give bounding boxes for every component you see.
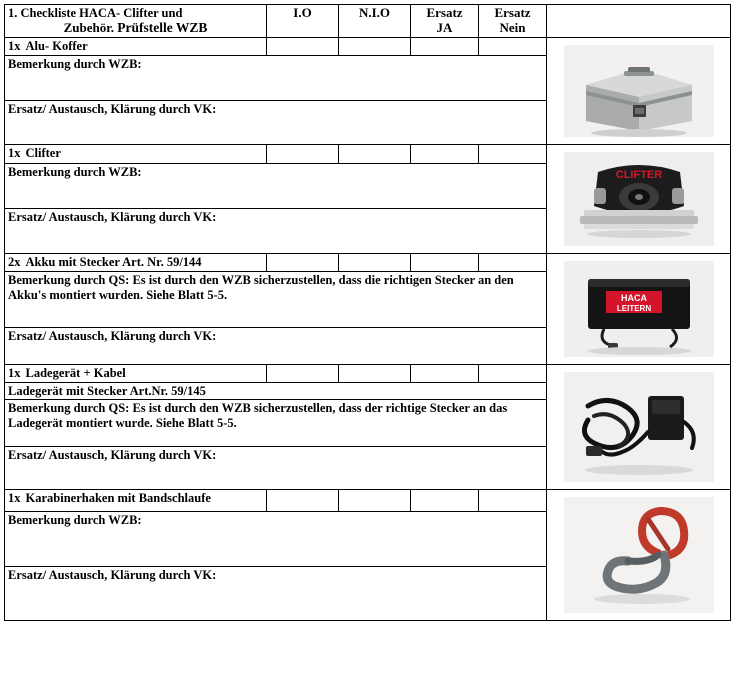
note-ladegeraet[interactable] [5, 400, 547, 447]
checkbox-nio-1[interactable] [339, 38, 411, 56]
checkbox-io-1[interactable] [267, 38, 339, 56]
note-akku[interactable] [5, 271, 547, 328]
checkbox-ersatz-ja-3[interactable] [411, 254, 479, 271]
pruefstelle-label: Prüfstelle WZB [117, 20, 208, 36]
table-header-row [5, 5, 731, 38]
item-name-4: Ladegerät + Kabel [25, 366, 126, 381]
ersatz-ja-line1: Ersatz [426, 5, 463, 20]
replacement-label-3: Ersatz/ Austausch, Klärung durch VK: [8, 329, 217, 344]
checkbox-nio-5[interactable] [339, 490, 411, 512]
header-image-cell [547, 5, 731, 38]
checkbox-io-4[interactable] [267, 365, 339, 382]
ersatz-ja-line2: JA [436, 19, 453, 35]
item-title-akku [5, 254, 267, 271]
note-label-4: Bemerkung durch QS: [8, 401, 130, 416]
item-row-alu-koffer-title [5, 38, 731, 56]
checkbox-nio-4[interactable] [339, 365, 411, 382]
title-line-2 [8, 20, 263, 36]
item-title-ladegeraet [5, 365, 267, 382]
image-cell-clifter [547, 145, 731, 254]
item-title-karabiner [5, 490, 267, 512]
replacement-label-5: Ersatz/ Austausch, Klärung durch VK: [8, 567, 217, 582]
note-clifter[interactable] [5, 163, 547, 208]
checkbox-nio-3[interactable] [339, 254, 411, 271]
column-header-nio: N.I.O [339, 5, 411, 38]
checkbox-ersatz-ja-1[interactable] [411, 38, 479, 56]
item-name-3: Akku mit Stecker Art. Nr. 59/144 [25, 255, 202, 270]
clifter-photo [550, 146, 727, 252]
svg-text:HACA: HACA [620, 293, 647, 304]
item-row-akku-title [5, 254, 731, 271]
note-text-4: Es ist durch den WZB sicherzustellen, dass der richtige Stecker an das Ladegerät montiert wurde. Siehe Blatt 5-5. [8, 401, 508, 431]
column-header-ersatz-nein [479, 5, 547, 38]
replacement-alu-koffer[interactable] [5, 100, 547, 145]
item-name-2: Clifter [25, 146, 61, 161]
image-cell-ladegeraet [547, 365, 731, 490]
checkbox-io-2[interactable] [267, 145, 339, 163]
checkbox-ersatz-ja-2[interactable] [411, 145, 479, 163]
item-row-ladegeraet-title [5, 365, 731, 382]
item-title-alu-koffer [5, 38, 267, 56]
karabinerhaken-photo [550, 491, 727, 619]
item-qty-5: 1x [8, 491, 21, 506]
replacement-label-1: Ersatz/ Austausch, Klärung durch VK: [8, 101, 217, 116]
checkbox-ersatz-nein-5[interactable] [479, 490, 547, 512]
note-label-2: Bemerkung durch WZB: [8, 164, 142, 179]
checkbox-io-5[interactable] [267, 490, 339, 512]
document-title-cell [5, 5, 267, 38]
item-title-clifter [5, 145, 267, 163]
alu-koffer-photo [550, 39, 727, 143]
checkbox-ersatz-nein-1[interactable] [479, 38, 547, 56]
title-line-2-prefix: Zubehör. [63, 20, 115, 36]
item-row-karabiner-title [5, 490, 731, 512]
checkbox-ersatz-nein-4[interactable] [479, 365, 547, 382]
column-header-io: I.O [267, 5, 339, 38]
replacement-label-4: Ersatz/ Austausch, Klärung durch VK: [8, 448, 217, 463]
item-name-5: Karabinerhaken mit Bandschlaufe [25, 491, 211, 506]
replacement-label-2: Ersatz/ Austausch, Klärung durch VK: [8, 209, 217, 224]
replacement-clifter[interactable] [5, 208, 547, 253]
ladegeraet-icon [564, 372, 714, 482]
note-karabiner[interactable] [5, 512, 547, 566]
item-row-clifter-title [5, 145, 731, 163]
image-cell-akku [547, 254, 731, 365]
item-qty-4: 1x [8, 366, 21, 381]
note-alu-koffer[interactable] [5, 56, 547, 101]
replacement-ladegeraet[interactable] [5, 447, 547, 490]
note-text-3: Es ist durch den WZB sicherzustellen, dass die richtigen Stecker an den Akku's montiert wurden. Siehe Blatt 5-5. [8, 272, 514, 302]
checkbox-io-3[interactable] [267, 254, 339, 271]
svg-text:LEITERN: LEITERN [616, 304, 651, 314]
ladegeraet-photo [550, 366, 727, 488]
replacement-akku[interactable] [5, 328, 547, 365]
item-qty-1: 1x [8, 39, 21, 54]
alu-koffer-icon [564, 45, 714, 137]
checkbox-nio-2[interactable] [339, 145, 411, 163]
image-cell-alu-koffer [547, 38, 731, 145]
checkbox-ersatz-nein-3[interactable] [479, 254, 547, 271]
note-label-1: Bemerkung durch WZB: [8, 57, 142, 72]
clifter-icon [564, 152, 714, 246]
image-cell-karabiner [547, 490, 731, 621]
replacement-karabiner[interactable] [5, 566, 547, 621]
item-qty-2: 1x [8, 146, 21, 161]
karabinerhaken-icon [564, 497, 714, 613]
checkbox-ersatz-ja-5[interactable] [411, 490, 479, 512]
column-header-ersatz-ja [411, 5, 479, 38]
akku-photo [550, 255, 727, 363]
checkbox-ersatz-nein-2[interactable] [479, 145, 547, 163]
item-subtitle-ladegeraet: Ladegerät mit Stecker Art.Nr. 59/145 [5, 382, 547, 399]
svg-text:CLIFTER: CLIFTER [615, 169, 662, 182]
note-label-5: Bemerkung durch WZB: [8, 513, 142, 528]
item-qty-3: 2x [8, 255, 21, 270]
item-name-1: Alu- Koffer [25, 39, 88, 54]
note-label-3: Bemerkung durch QS: [8, 272, 130, 287]
akku-icon [564, 261, 714, 357]
ersatz-nein-line1: Ersatz [494, 5, 531, 20]
ersatz-nein-line2: Nein [499, 19, 526, 35]
checklist-table [4, 4, 731, 621]
title-line-1: 1. Checkliste HACA- Clifter und [8, 6, 183, 20]
checkbox-ersatz-ja-4[interactable] [411, 365, 479, 382]
